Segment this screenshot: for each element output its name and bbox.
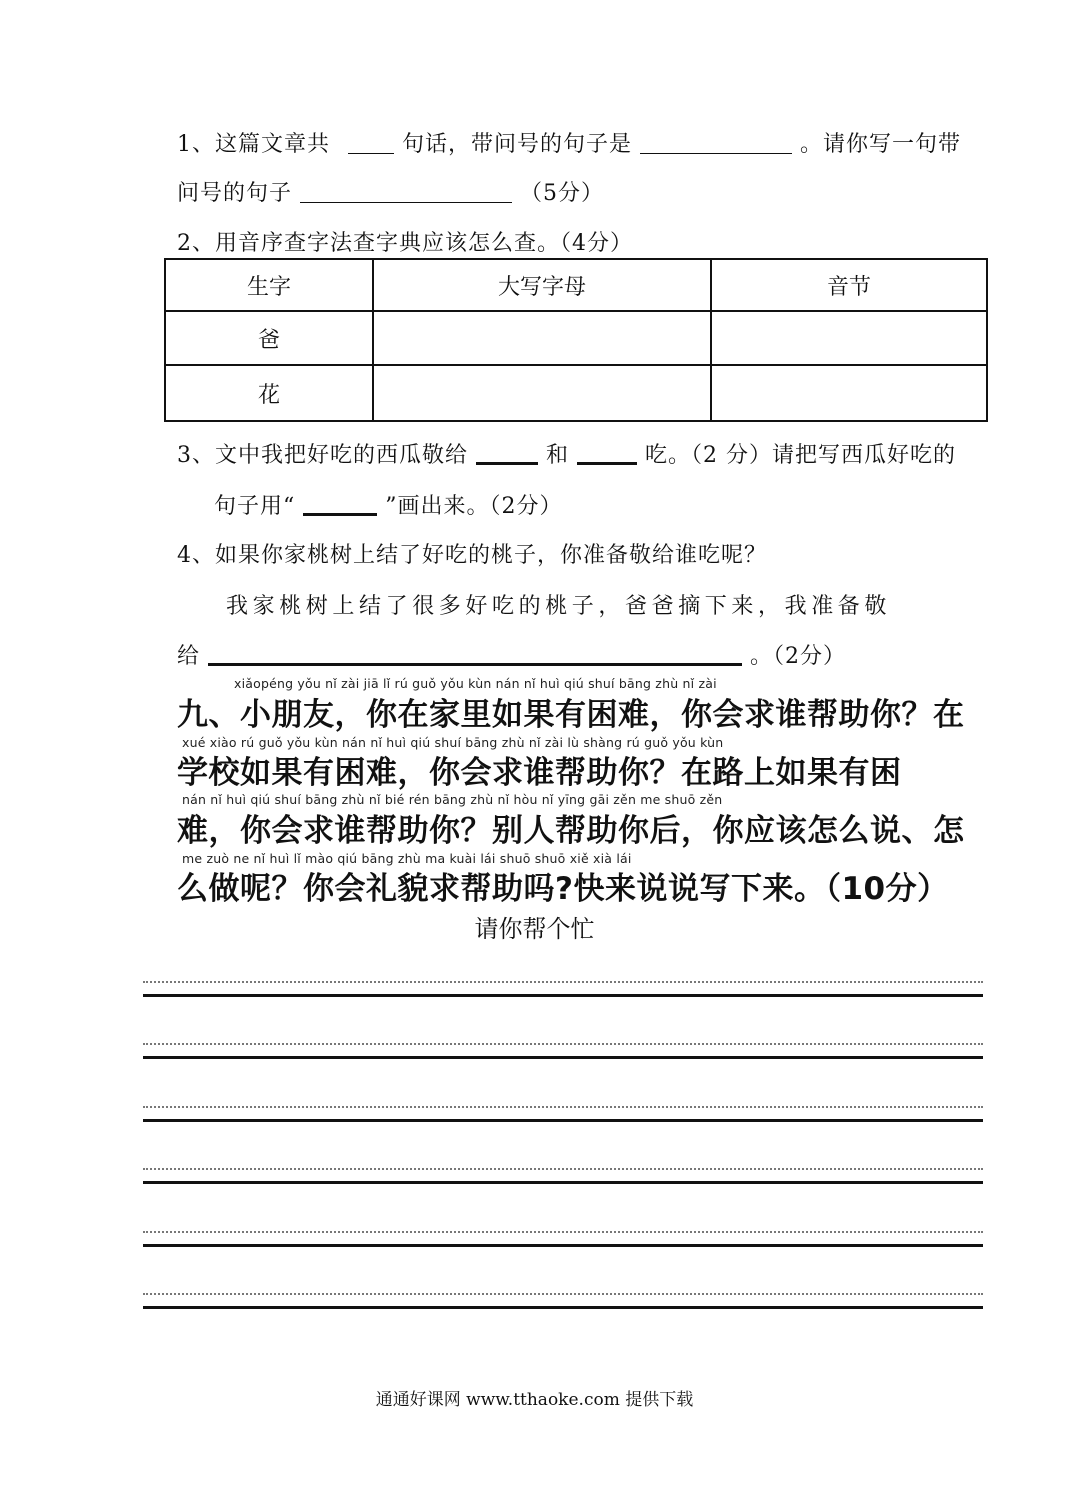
essay-title: 请你帮个忙	[474, 915, 595, 943]
question-3-text-b: 和	[546, 443, 570, 468]
writing-guide-dots	[143, 1168, 983, 1170]
syllable-cell[interactable]	[711, 365, 987, 421]
question-3-text-e: ”画出来。（2分）	[385, 494, 563, 519]
question-3-line-1	[177, 438, 956, 469]
question-9-line-1: 九、小朋友，你在家里如果有困难，你会求谁帮助你？在	[177, 697, 965, 733]
writing-guide-dots	[143, 1231, 983, 1233]
question-1-line-2	[177, 176, 604, 207]
writing-guide-dots	[143, 981, 983, 983]
writing-guide-dots	[143, 1043, 983, 1045]
footer-source: 通通好课网 www.tthaoke.com 提供下载	[375, 1390, 694, 1410]
question-9-line-2: 学校如果有困难，你会求谁帮助你？在路上如果有困	[177, 755, 902, 791]
writing-line[interactable]	[143, 1119, 983, 1122]
writing-line[interactable]	[143, 1244, 983, 1247]
pinyin-line-1: xiǎopéng yǒu nǐ zài jiā lǐ rú guǒ yǒu kùn nán nǐ huì qiú shuí bāng zhù nǐ zài	[234, 676, 717, 691]
row-character: 爸	[165, 311, 373, 365]
question-2-text: 2、用音序查字法查字典应该怎么查。（4分）	[177, 231, 633, 256]
pinyin-line-4: me zuò ne nǐ huì lǐ mào qiú bāng zhù ma kuài lái shuō shuō xiě xià lái	[182, 851, 632, 866]
question-9-line-3: 难，你会求谁帮助你？别人帮助你后，你应该怎么说、怎	[177, 813, 965, 849]
question-4-score: 。（2分）	[750, 644, 847, 669]
dictionary-lookup-table	[164, 258, 988, 422]
question-4-answer-line-2	[177, 639, 846, 670]
writing-guide-dots	[143, 1293, 983, 1295]
question-9-line-4: 么做呢？你会礼貌求帮助吗?快来说说写下来。（10分）	[177, 871, 949, 907]
give-to-blank-2[interactable]	[577, 440, 637, 465]
sentence-count-blank[interactable]	[348, 131, 394, 154]
question-3-text-d: 句子用“	[214, 494, 296, 519]
give-to-blank-1[interactable]	[476, 440, 538, 465]
header-syllable: 音节	[711, 259, 987, 311]
question-1-score: （5分）	[520, 181, 605, 206]
question-3-text-a: 3、文中我把好吃的西瓜敬给	[177, 443, 468, 468]
writing-guide-dots	[143, 1106, 983, 1108]
header-capital-letter: 大写字母	[373, 259, 711, 311]
question-4-text: 4、如果你家桃树上结了好吃的桃子，你准备敬给谁吃呢？	[177, 543, 767, 568]
question-3-text-c: 吃。（2 分）请把写西瓜好吃的	[645, 443, 957, 468]
question-sentence-blank[interactable]	[640, 131, 792, 154]
question-1-text-d: 问号的句子	[177, 181, 293, 206]
question-4-answer-line-1: 我家桃树上结了很多好吃的桃子，爸爸摘下来，我准备敬	[226, 594, 892, 619]
question-1-text-a: 1、这篇文章共	[177, 132, 330, 157]
underline-mark-blank[interactable]	[303, 491, 377, 516]
question-1-text-c: 。请你写一句带	[800, 132, 962, 157]
syllable-cell[interactable]	[711, 311, 987, 365]
capital-letter-cell[interactable]	[373, 365, 711, 421]
row-character: 花	[165, 365, 373, 421]
writing-line[interactable]	[143, 1181, 983, 1184]
question-1-text-b: 句话，带问号的句子是	[402, 132, 633, 157]
pinyin-line-3: nán nǐ huì qiú shuí bāng zhù nǐ bié rén bāng zhù nǐ hòu nǐ yīng gāi zěn me shuō zěn	[182, 792, 723, 807]
writing-line[interactable]	[143, 994, 983, 997]
capital-letter-cell[interactable]	[373, 311, 711, 365]
question-1-line-1	[177, 127, 961, 158]
header-character: 生字	[165, 259, 373, 311]
writing-line[interactable]	[143, 1056, 983, 1059]
question-3-line-2	[214, 489, 563, 520]
give-peach-blank[interactable]	[208, 641, 742, 666]
write-question-blank[interactable]	[300, 180, 512, 203]
pinyin-line-2: xué xiào rú guǒ yǒu kùn nán nǐ huì qiú shuí bāng zhù nǐ zài lù shàng rú guǒ yǒu kùn	[182, 735, 724, 750]
writing-line[interactable]	[143, 1306, 983, 1309]
question-4-text-give: 给	[177, 644, 201, 669]
